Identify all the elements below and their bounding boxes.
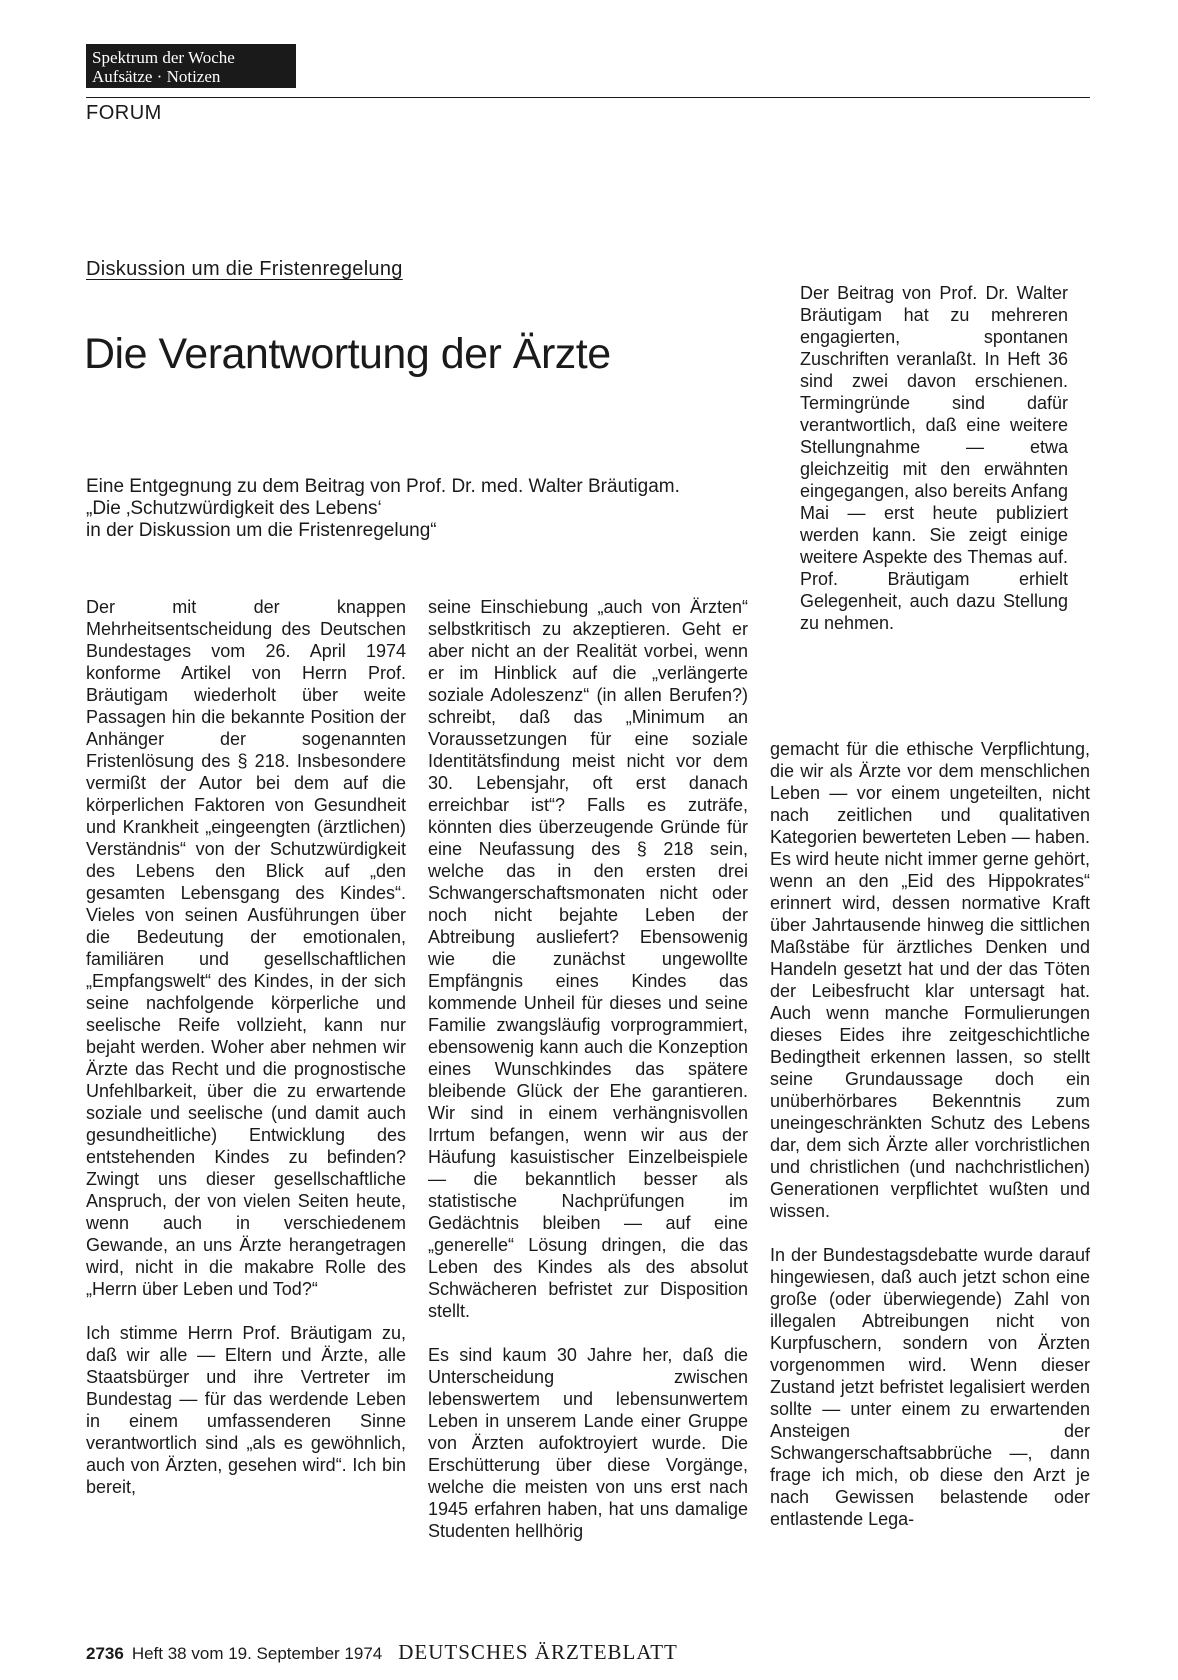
subtitle-line: „Die ‚Schutzwürdigkeit des Lebens‘ [86, 498, 382, 519]
paragraph: gemacht für die ethische Verpflichtung, die wir als Ärzte vor dem menschlichen Leben — vor einem ungeteilten, nicht nach zeitlichen und qualitativen Kategorien bewerteten Leben — haben. Es wird heute nicht immer gerne gehört, wenn an den „Eid des Hippokrates“ erinnert wird, dessen normative Kraft über Jahrtausende hinweg die sittlichen Maßstäbe für ärztliches Denken und Handeln gesetzt hat und der das Töten der Leibesfrucht klar untersagt hat. Auch wenn manche Formulierungen dieses Eides ihre zeitgeschichtliche Bedingtheit erkennen lassen, so stellt seine Grundaussage doch ein unüberhörbares Bekenntnis zum uneingeschränkten Schutz des Lebens dar, dem sich Ärzte aller vorchristlichen und christlichen (und nachchristlichen) Generationen verpflichtet wußten und wissen. [770, 739, 1090, 1221]
editor-note: Der Beitrag von Prof. Dr. Walter Bräutigam hat zu mehreren engagierten, spontanen Zuschriften veranlaßt. In Heft 36 sind zwei davon erschienen. Termingründe sind dafür verantwortlich, daß eine weitere Stellungnahme — etwa gleichzeitig mit den erwähnten eingegangen, also bereits Anfang Mai — erst heute publiziert werden kann. Sie zeigt einige weitere Aspekte des Themas auf. Prof. Bräutigam erhielt Gelegenheit, auch dazu Stellung zu nehmen. [800, 283, 1068, 633]
section-label [86, 44, 296, 88]
paragraph: Ich stimme Herrn Prof. Bräutigam zu, daß wir alle — Eltern und Ärzte, alle Staatsbürger und ihre Vertreter im Bundestag — für das werdende Leben in einem umfassenderen Sinne verantwortlich sind „als es gewöhnlich, auch von Ärzten, gesehen wird“. Ich bin bereit, [86, 1323, 406, 1497]
page-number: 2736 [86, 1644, 124, 1663]
paragraph: Der mit der knappen Mehrheitsentscheidung des Deutschen Bundestages vom 26. April 1974 konforme Artikel von Herrn Prof. Bräutigam wiederholt über weite Passagen hin die bekannte Position der Anhänger der sogenannten Fristenlösung des § 218. Insbesondere vermißt der Autor bei dem auf die körperlichen Faktoren von Gesundheit und Krankheit „eingeengten (ärztlichen) Verständnis“ von der Schutzwürdigkeit des Lebens den Blick auf „den gesamten Lebensgang des Kindes“. Vieles von seinen Ausführungen über die Bedeutung der emotionalen, familiären und gesellschaftlichen „Empfangswelt“ des Kindes, in der sich seine nachfolgende körperliche und seelische Reife vollzieht, kann nur bejaht werden. Woher aber nehmen wir Ärzte das Recht und die prognostische Unfehlbarkeit, über die zu erwartende soziale und seelische (und damit auch gesundheitliche) Entwicklung des entstehenden Kindes zu befinden? Zwingt uns dieser gesellschaftliche Anspruch, der von vielen Seiten heute, wenn auch in verschiedenem Gewande, an uns Ärzte herangetragen wird, nicht in die makabre Rolle des „Herrn über Leben und Tod?“ [86, 597, 406, 1299]
subtitle-line: in der Diskussion um die Fristenregelung“ [86, 520, 437, 541]
paragraph: In der Bundestagsdebatte wurde darauf hingewiesen, daß auch jetzt schon eine große (oder überwiegende) Zahl von illegalen Abtreibungen nicht von Kurpfuschern, sondern von Ärzten vorgenommen wird. Wenn dieser Zustand jetzt befristet legalisiert werden sollte — unter einem zu erwartenden Ansteigen der Schwangerschaftsabbrüche —, dann frage ich mich, ob diese den Arzt je nach Gewissen belastende oder entlastende Lega- [770, 1245, 1090, 1529]
section-label-line2: Aufsätze · Notizen [92, 67, 221, 86]
article-subtitle [86, 476, 766, 542]
article-title: Die Verantwortung der Ärzte [84, 330, 611, 378]
article-kicker: Diskussion um die Fristenregelung [86, 258, 403, 280]
subtitle-line: Eine Entgegnung zu dem Beitrag von Prof. Dr. med. Walter Bräutigam. [86, 476, 680, 497]
paragraph: Es sind kaum 30 Jahre her, daß die Unterscheidung zwischen lebenswertem und lebensunwertem Leben in unserem Lande einer Gruppe von Ärzten aufoktroyiert wurde. Die Erschütterung über diese Vorgänge, welche die meisten von uns erst nach 1945 erfahren haben, hat uns damalige Studenten hellhörig [428, 1345, 748, 1541]
header-rule [86, 97, 1090, 98]
section-label-line1: Spektrum der Woche [92, 48, 235, 67]
issue-info: Heft 38 vom 19. September 1974 [131, 1644, 383, 1663]
journal-name: DEUTSCHES ÄRZTEBLATT [398, 1640, 678, 1664]
column-2 [428, 596, 748, 1564]
page-footer [86, 1640, 678, 1665]
rubric: FORUM [86, 102, 162, 124]
column-1 [86, 596, 406, 1520]
paragraph: seine Einschiebung „auch von Ärzten“ selbstkritisch zu akzeptieren. Geht er aber nicht an der Realität vorbei, wenn er im Hinblick auf die „verlängerte soziale Adoleszenz“ (in allen Berufen?) schreibt, daß das „Minimum an Voraussetzungen für eine soziale Identitätsfindung meist nicht vor dem 30. Lebensjahr, oft erst danach erreichbar ist“? Falls es zuträfe, könnten dies überzeugende Gründe für eine Neufassung des § 218 sein, welche das in den ersten drei Schwangerschaftsmonaten nicht oder noch nicht bejahte Leben der Abtreibung ausliefert? Ebensowenig wie die zunächst ungewollte Empfängnis eines Kindes das kommende Unheil für dieses und seine Familie zwangsläufig vorprogrammiert, ebensowenig kann auch die Konzeption eines Wunschkindes das spätere bleibende Glück der Ehe garantieren. Wir sind in einem verhängnisvollen Irrtum befangen, wenn wir aus der Häufung kasuistischer Einzelbeispiele — die bekanntlich besser als statistische Nachprüfungen im Gedächtnis bleiben — auf eine „generelle“ Lösung dringen, die das Leben des Kindes als des absolut Schwächeren befristet zur Disposition stellt. [428, 597, 748, 1321]
column-3 [770, 738, 1090, 1552]
